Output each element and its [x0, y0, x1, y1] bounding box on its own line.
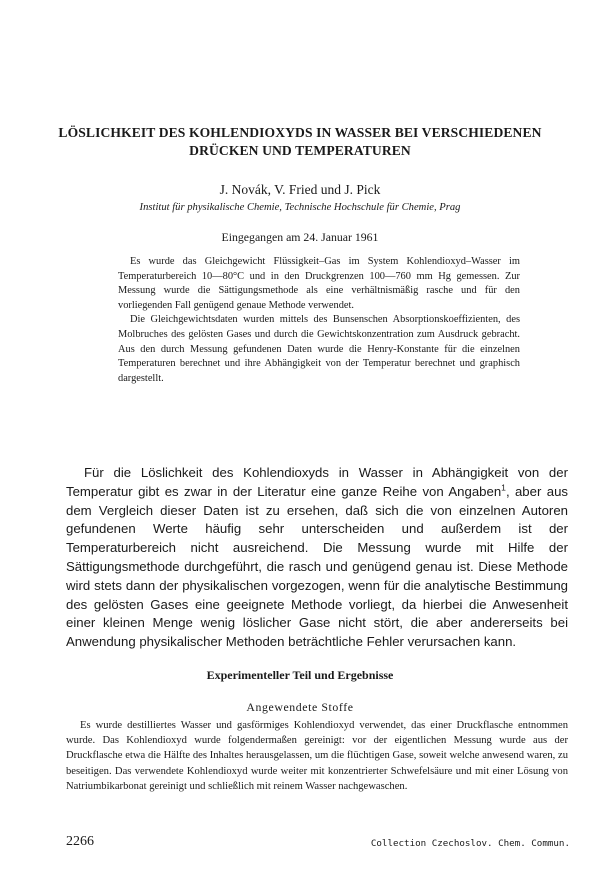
article-title: LÖSLICHKEIT DES KOHLENDIOXYDS IN WASSER BEI VERSCHIEDENEN DRÜCKEN UND TEMPERATUREN: [58, 125, 542, 158]
introduction-text: Für die Löslichkeit des Kohlendioxyds in Wasser in Abhängigkeit von der Temperatur gibt es zwar in der Literatur eine ganze Reihe von Angaben: [66, 465, 568, 499]
page-number: 2266: [66, 834, 94, 849]
subsection-heading: Angewendete Stoffe: [246, 700, 354, 714]
introduction-paragraph: [66, 464, 568, 652]
abstract: [118, 255, 520, 386]
abstract-paragraph: Die Gleichgewichtsdaten wurden mittels des Bunsenschen Absorptionskoeffizienten, des Molbruches des gelösten Gases und durch die Gewichtskonzentration zum Ausdruck gebracht. Aus den durch Messung gefundenen Daten wurde die Henry-Konstante für die einzelnen Temperaturen berechnet und ihre Abhängigkeit von der Temperatur berechnet und graphisch dargestellt.: [118, 314, 520, 384]
materials-section: [66, 718, 568, 794]
article-authors: J. Novák, V. Fried und J. Pick: [219, 182, 381, 197]
author-affiliation: Institut für physikalische Chemie, Technische Hochschule für Chemie, Prag: [139, 202, 461, 213]
section-heading: Experimenteller Teil und Ergebnisse: [206, 668, 394, 682]
abstract-paragraph: Es wurde das Gleichgewicht Flüssigkeit–Gas im System Kohlendioxyd–Wasser im Temperaturbereich 10—80°C und in den Druckgrenzen 100—760 mm Hg gemessen. Zur Messung wurde die Sättigungsmethode als eine verhältnismäßig rasche und für den vorliegenden Fall genügend genaue Methode verwendet.: [118, 256, 520, 311]
introduction-text: , aber aus dem Vergleich dieser Daten ist zu ersehen, daß sich die von einzelnen Autoren gefundenen Werte häufig sehr unterscheiden und außerdem ist der Temperaturbereich nicht ausreichend. Die Messung wurde mit Hilfe der Sättigungsmethode durchgeführt, die rasch und genügend genau ist. Diese Methode wird stets dann der physikalischen vorgezogen, wenn für die analytische Bestimmung des gelösten Gases eine geeignete Methode vorliegt, da hierbei die Anwesenheit einer kleinen Menge wenig löslicher Gase nicht stört, die aber andererseits bei Anwendung physikalischer Methoden beträchtliche Fehler verursachen kann.: [66, 483, 568, 650]
received-date: Eingegangen am 24. Januar 1961: [221, 230, 379, 244]
journal-name: Collection Czechoslov. Chem. Commun.: [370, 838, 570, 849]
materials-paragraph: Es wurde destilliertes Wasser und gasförmiges Kohlendioxyd verwendet, das einer Druckflasche entnommen wurde. Das Kohlendioxyd wurde folgendermaßen gereinigt: vor der eigentlichen Messung wurde aus der Druckflasche etwa die Hälfte des Inhaltes herausgelassen, um die flüchtigen Gase, soweit welche anwesend waren, zu beseitigen. Das verwendete Kohlendioxyd wurde weiter mit konzentrierter Schwefelsäure und mit einer Lösung von Natriumbikarbonat gereinigt und schließlich mit reinem Wasser nachgewaschen.: [66, 720, 568, 792]
reference-marker: 1: [501, 482, 506, 493]
introduction: [66, 464, 568, 652]
